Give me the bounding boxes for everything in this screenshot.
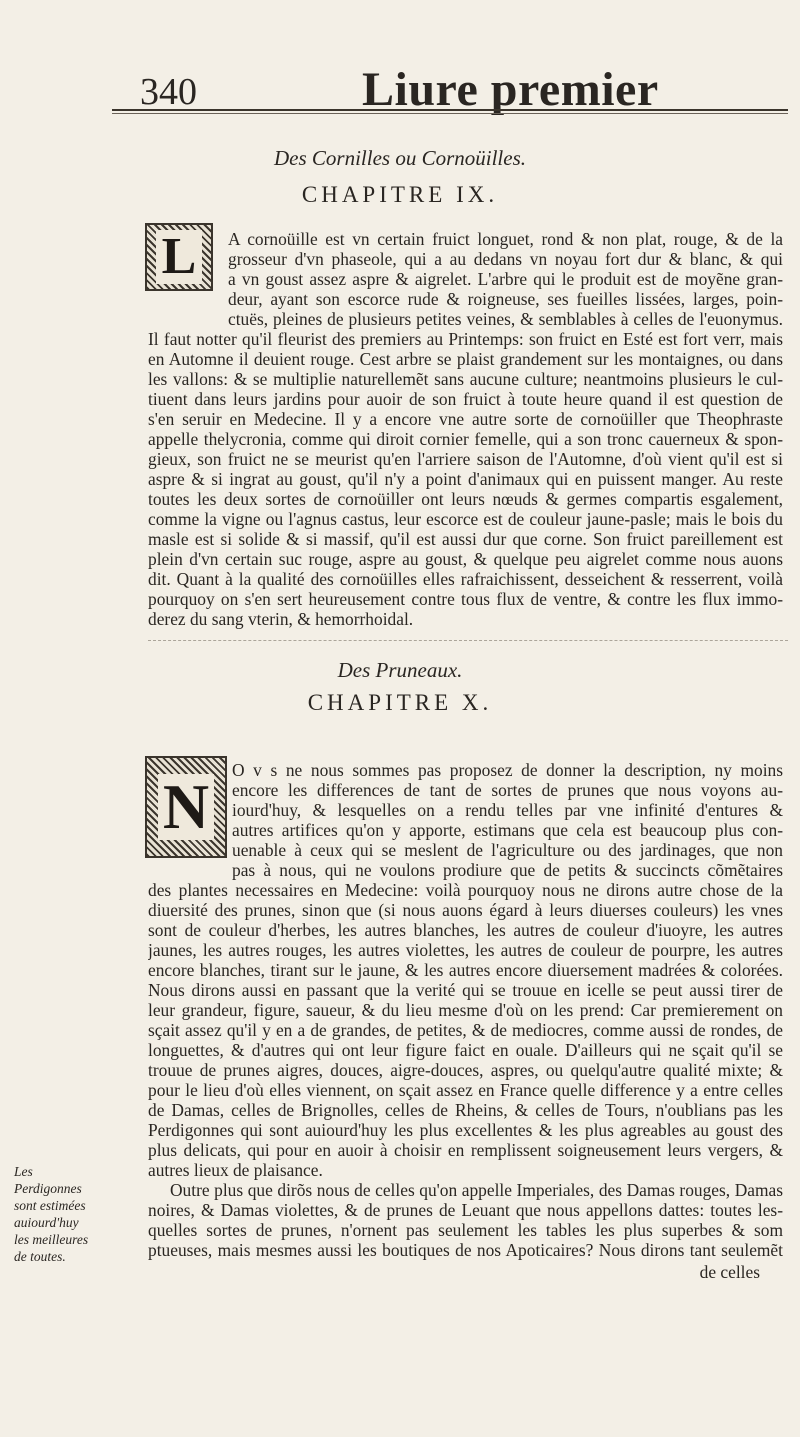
text-line: longuettes, & d'autres qui ont leur figure faict en ouale. D'ailleurs qui ne sçait qu'il se — [148, 1040, 783, 1060]
text-line: ctuës, pleines de plusieurs petites veines, & semblables à celles de l'euonymus. — [228, 309, 783, 329]
text-line: diuersité des prunes, sinon que (si nous auons égard à leurs diuerses couleurs) les vnes — [148, 900, 783, 920]
text-line: leur grandeur, figure, saueur, & du lieu mesme d'où on les prend: Car premierement on — [148, 1000, 783, 1020]
text-line: Outre plus que dirõs nous de celles qu'on appelle Imperiales, des Damas rouges, Damas — [170, 1180, 783, 1200]
chapter-heading-x: CHAPITRE X. — [307, 690, 493, 715]
text-line: comme la vigne ou l'agnus castus, leur escorce est de couleur jaune-pasle; mais le bois du — [148, 509, 783, 529]
text-line: les vallons: & se multiplie naturellemẽt sans aucune culture; neantmoins plusieurs le cul- — [148, 369, 783, 389]
text-line: encore blanches, tirant sur le jaune, & les autres encore diuersement madrées & colorées. — [148, 960, 783, 980]
text-line: plus delicats, qui pour en auoir à choisir en remplissent soigneusement leurs vergers, & — [148, 1140, 783, 1160]
section-subtitle-pruneaux: Des Pruneaux. — [337, 658, 463, 682]
page-number: 340 — [140, 71, 197, 113]
section-separator — [148, 640, 788, 641]
text-line: jaunes, les autres rouges, les autres violettes, les autres de couleur de pourpre, les autres — [148, 940, 783, 960]
page-header — [140, 62, 700, 114]
text-line: de Damas, celles de Brignolles, celles de Rheins, & celles de Tours, n'oublians pas les — [148, 1100, 783, 1120]
text-line: pourquoy on s'en sert heureusement contre tous flux de ventre, & contre les flux immo- — [148, 589, 783, 609]
text-line: noires, & Damas violettes, & de prunes de Leuant que nous appellons dattes: toutes les- — [148, 1200, 783, 1220]
header-rule — [112, 109, 788, 111]
text-line: Nous dirons aussi en passant que la verité qui se trouue en icelle se peut aussi tirer de — [148, 980, 783, 1000]
section-subtitle-cornouilles: Des Cornilles ou Cornoüilles. — [273, 146, 526, 170]
text-line: A cornoüille est vn certain fruict longuet, rond & non plat, rouge, & de la — [228, 229, 783, 249]
text-line: pas à nous, qui ne voulons prodiure que de petits & succincts cõmẽtaires — [232, 860, 783, 880]
text-line: uenable à ceux qui se meslent de l'agriculture ou des jardinages, que non — [232, 840, 783, 860]
text-line: encore les differences de tant de sortes de prunes que nous voyons au- — [232, 780, 783, 800]
drop-cap-letter: N — [158, 774, 214, 840]
header-rule-thin — [112, 113, 788, 114]
text-line: trouue de prunes aigres, douces, aigre-douces, aspres, ou quelqu'autre qualité mixte; & — [148, 1060, 783, 1080]
text-line: toutes les deux sortes de cornoüiller ont leurs nœuds & germes compartis esgalement, — [148, 489, 783, 509]
chapter-heading-ix: CHAPITRE IX. — [301, 182, 499, 207]
text-line: s'en seruir en Medecine. Il y a encore vne autre sorte de cornoüiller que Theophraste — [148, 409, 783, 429]
margin-note: Les Perdigonnes sont estimées auiourd'huy les meilleures de toutes. — [14, 1164, 89, 1264]
text-line: ptueuses, mais mesmes aussi les boutiques de nos Apoticaires? Nous dirons tant seulemẽt — [148, 1240, 783, 1260]
drop-cap-letter: L — [156, 230, 202, 284]
text-line: tiuent dans leurs jardins pour auoir de son fruict à toute heure quand il est question de — [148, 389, 783, 409]
text-line: masle est si solide & si massif, qu'il est aussi dur que corne. Son fruict pareillement est — [148, 529, 783, 549]
text-line: appelle thelycronia, comme qui diroit cornier femelle, qui a son tronc cauerneux & spon- — [148, 429, 783, 449]
text-line: autres artifices qu'on y apporte, estimans que cela est beaucoup plus con- — [232, 820, 783, 840]
catchword: de celles — [699, 1262, 760, 1282]
text-line: Il faut notter qu'il fleurist des premiers au Printemps: son fruict en Esté est fort verr, mais — [148, 329, 783, 349]
text-line: O v s ne nous sommes pas proposez de donner la description, ny moins — [232, 760, 783, 780]
text-line: grosseur d'vn phaseole, qui a au dedans vn noyau fort dur & blanc, & qui — [228, 249, 783, 269]
text-line: deur, ayant son escorce rude & roigneuse, ses fueilles lissées, larges, poin- — [228, 289, 783, 309]
drop-cap-l-ornament — [145, 223, 213, 291]
text-line: sçait assez qu'il y en a de grandes, de petites, & de mediocres, comme aussi de rondes, de — [148, 1020, 783, 1040]
text-line: en Automne il deuient rouge. Cest arbre se plaist grandement sur les montaignes, ou dans — [148, 349, 783, 369]
running-title: Liure premier — [362, 63, 659, 116]
text-line: a vn goust assez aspre & aigrelet. L'arbre qui le produit est de moyẽne gran- — [228, 269, 783, 289]
text-line: gieux, son fruict ne se meurist qu'en l'arriere saison de l'Automne, d'où vient qu'il est si — [148, 449, 783, 469]
text-line: sont de couleur d'herbes, les autres blanches, les autres de couleur d'iuoyre, les autres — [148, 920, 783, 940]
text-line: Perdigonnes qui sont auiourd'huy les plus excellentes & les plus agreables au goust des — [148, 1120, 783, 1140]
text-line: des plantes necessaires en Medecine: voilà pourquoy nous ne dirons autre chose de la — [148, 880, 783, 900]
text-line: derez du sang vterin, & hemorrhoidal. — [148, 609, 414, 629]
text-line: dit. Quant à la qualité des cornoüilles elles rafraichissent, desseichent & resserrent, voilà — [148, 569, 783, 589]
text-line: pour le lieu d'où elles viennent, on sçait assez en France quelle difference y a entre celles — [148, 1080, 783, 1100]
text-line: plein d'vn certain suc rouge, aspre au goust, & quelque peu aigrelet comme nous auons — [148, 549, 783, 569]
text-line: aspre & si ingrat au goust, qu'il n'y a point d'animaux qui en puissent manger. Au reste — [148, 469, 783, 489]
text-line: quelles sortes de prunes, n'ornent pas seulement les tables les plus superbes & som — [148, 1220, 783, 1240]
text-line: autres lieux de plaisance. — [148, 1160, 323, 1180]
drop-cap-n-ornament — [145, 756, 227, 858]
text-line: iourd'huy, & lesquelles on a rendu telles par vne infinité d'entures & — [232, 800, 783, 820]
